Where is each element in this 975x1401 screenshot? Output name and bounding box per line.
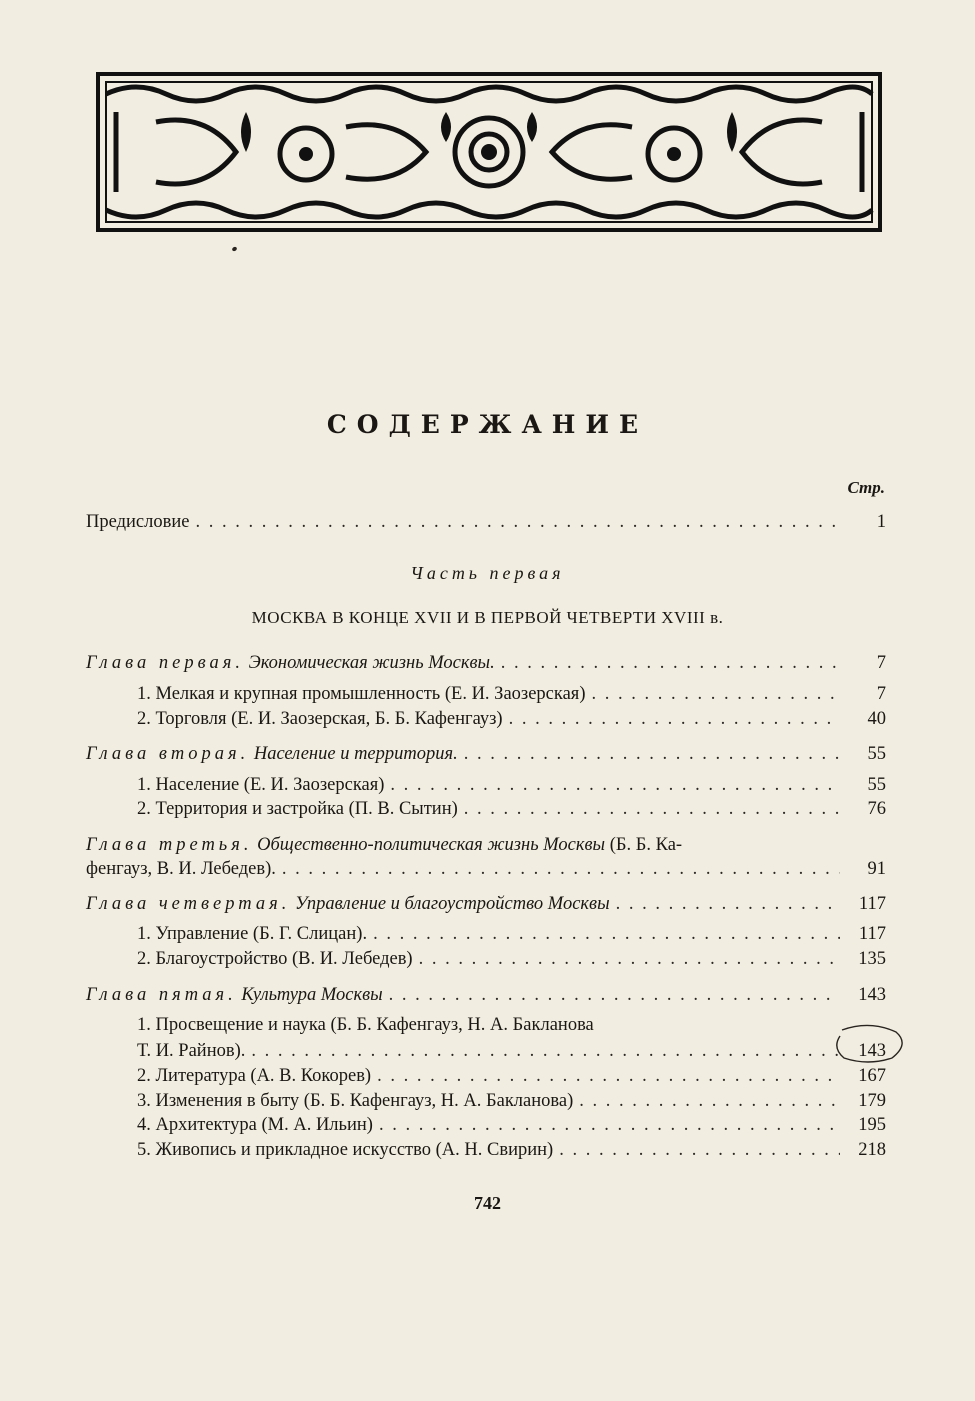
- entry-label-cont: Т. И. Райнов).: [137, 1041, 246, 1061]
- entry-label: 5. Живопись и прикладное искусство (А. Н. Свирин): [137, 1140, 554, 1160]
- toc-section[interactable]: [137, 1138, 886, 1162]
- chapter-title: Культура Москвы: [241, 985, 383, 1005]
- leader-dots: [389, 983, 840, 1007]
- entry-label: 2. Благоустройство (В. И. Лебедев): [137, 949, 413, 969]
- toc-section[interactable]: [137, 947, 886, 971]
- entry-page: 143: [858, 985, 886, 1005]
- entry-page: 7: [876, 653, 886, 673]
- entry-label: 2. Территория и застройка (П. В. Сытин): [137, 799, 458, 819]
- chapter-authors-cont: фенгауз, В. И. Лебедев).: [86, 859, 276, 879]
- entry-page: 179: [858, 1091, 886, 1111]
- part-heading: Часть первая: [410, 563, 565, 583]
- leader-dots: [616, 892, 840, 916]
- toc-chapter-5[interactable]: [86, 983, 886, 1007]
- handwritten-circle-mark: [830, 1022, 910, 1066]
- leader-dots: [379, 1113, 840, 1137]
- entry-page: 40: [867, 709, 886, 729]
- page-column-label: Стр.: [847, 478, 885, 497]
- toc-section[interactable]: [137, 1064, 886, 1088]
- entry-page: 195: [858, 1115, 886, 1135]
- leader-dots: [373, 922, 840, 946]
- chapter-title: Управление и благоустройство Москвы: [294, 894, 610, 914]
- toc-chapter-4[interactable]: [86, 892, 886, 916]
- leader-dots: [579, 1089, 840, 1113]
- toc-section[interactable]: [137, 922, 886, 946]
- leader-dots: [390, 773, 840, 797]
- chapter-authors: (Б. Б. Ка-: [609, 835, 683, 855]
- entry-page: 7: [876, 684, 886, 704]
- toc-section[interactable]: [137, 773, 886, 797]
- toc-section[interactable]: [137, 1113, 886, 1137]
- page-number: 742: [474, 1193, 501, 1213]
- chapter-title: Экономическая жизнь Москвы.: [248, 653, 495, 673]
- chapter-title: Население и территория.: [253, 744, 458, 764]
- entry-page: 91: [867, 859, 886, 879]
- entry-label: Предисловие: [86, 512, 190, 532]
- entry-label: 3. Изменения в быту (Б. Б. Кафенгауз, Н. А. Бакланова): [137, 1091, 574, 1111]
- entry-page: 143: [858, 1041, 886, 1061]
- chapter-prefix: Глава первая.: [86, 653, 244, 673]
- entry-label: 2. Литература (А. В. Кокорев): [137, 1066, 372, 1086]
- entry-label: 1. Просвещение и наука (Б. Б. Кафенгауз, Н. А. Бакланова: [137, 1015, 594, 1035]
- leader-dots: [464, 797, 840, 821]
- ink-speck: [231, 246, 237, 252]
- entry-label: 2. Торговля (Е. И. Заозерская, Б. Б. Кафенгауз): [137, 709, 503, 729]
- entry-label: 1. Управление (Б. Г. Слицан).: [137, 924, 368, 944]
- chapter-prefix: Глава пятая.: [86, 985, 237, 1005]
- toc-chapter-1[interactable]: [86, 651, 886, 675]
- entry-page: 218: [858, 1140, 886, 1160]
- entry-page: 1: [876, 512, 886, 532]
- decorative-header-ornament: [96, 72, 882, 232]
- entry-page: 135: [858, 949, 886, 969]
- chapter-prefix: Глава вторая.: [86, 744, 250, 764]
- leader-dots: [464, 742, 840, 766]
- part-subtitle: МОСКВА В КОНЦЕ XVII И В ПЕРВОЙ ЧЕТВЕРТИ XVIII в.: [251, 608, 724, 627]
- toc-section[interactable]: [137, 797, 886, 821]
- page-title: СОДЕРЖАНИЕ: [326, 410, 649, 439]
- chapter-title: Общественно-политическая жизнь Москвы: [257, 835, 606, 855]
- entry-page: 55: [867, 744, 886, 764]
- leader-dots: [501, 651, 840, 675]
- toc-chapter-3-line2[interactable]: [86, 857, 886, 881]
- entry-page: 76: [867, 799, 886, 819]
- chapter-prefix: Глава третья.: [86, 835, 253, 855]
- entry-label: 1. Мелкая и крупная промышленность (Е. И. Заозерская): [137, 684, 586, 704]
- leader-dots: [282, 857, 840, 881]
- leader-dots: [509, 707, 840, 731]
- chapter-prefix: Глава четвертая.: [86, 894, 291, 914]
- entry-label: 1. Население (Е. И. Заозерская): [137, 775, 385, 795]
- entry-page: 55: [867, 775, 886, 795]
- toc-section[interactable]: [137, 707, 886, 731]
- leader-dots: [591, 682, 840, 706]
- toc-section[interactable]: [137, 1089, 886, 1113]
- entry-label: 4. Архитектура (М. А. Ильин): [137, 1115, 373, 1135]
- toc-section-line1[interactable]: [137, 1013, 594, 1037]
- leader-dots: [377, 1064, 840, 1088]
- entry-page: 167: [858, 1066, 886, 1086]
- toc-entry-preface[interactable]: [86, 510, 886, 534]
- leader-dots: [251, 1039, 840, 1063]
- toc-section[interactable]: [137, 682, 886, 706]
- entry-page: 117: [858, 894, 886, 914]
- leader-dots: [195, 510, 840, 534]
- toc-section[interactable]: [137, 1039, 886, 1063]
- toc-chapter-3-line1[interactable]: [86, 833, 682, 857]
- toc-chapter-2[interactable]: [86, 742, 886, 766]
- leader-dots: [559, 1138, 840, 1162]
- leader-dots: [419, 947, 840, 971]
- entry-page: 117: [858, 924, 886, 944]
